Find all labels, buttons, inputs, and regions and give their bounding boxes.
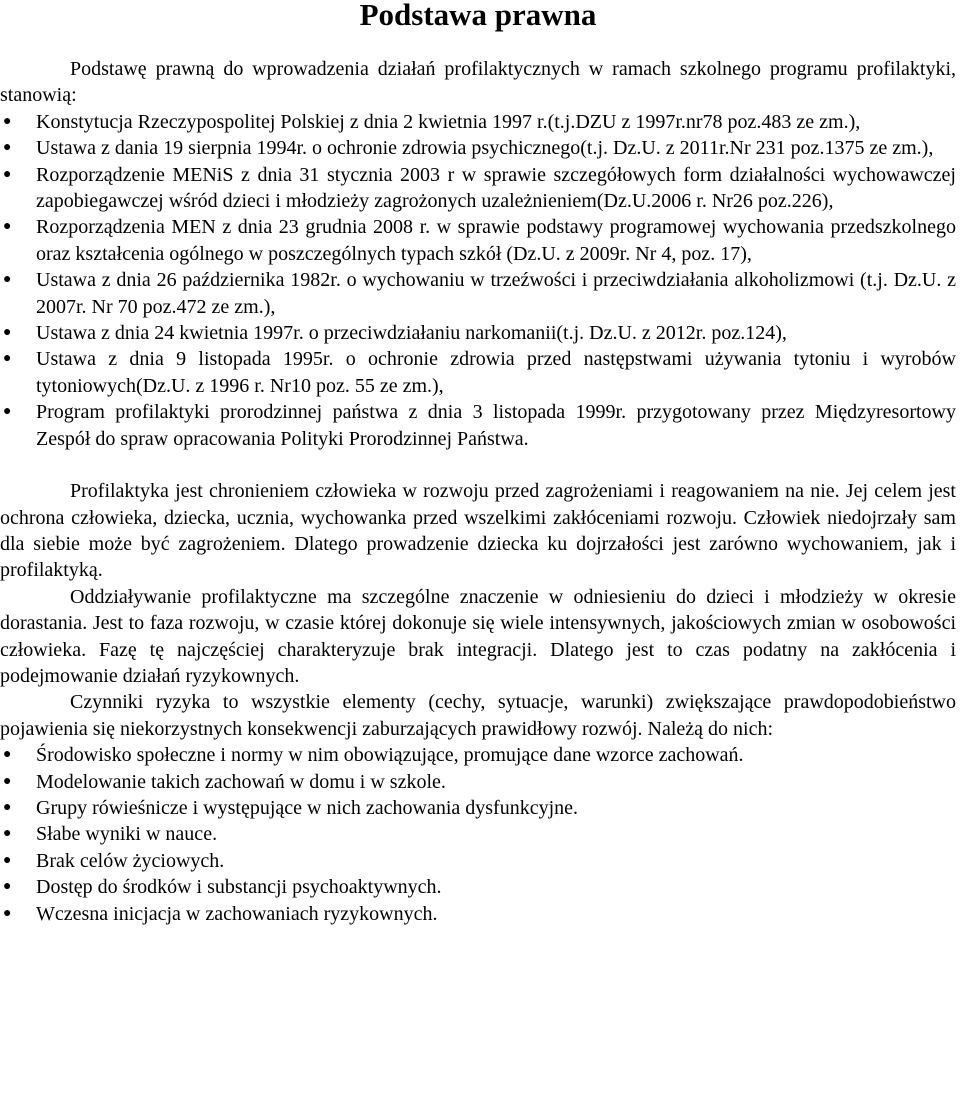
list-item [0, 109, 956, 135]
list-item-text: Wczesna inicjacja w zachowaniach ryzykownych. [36, 902, 438, 925]
list-item-text: Słabe wyniki w nauce. [36, 823, 218, 846]
bullet-dot-icon: ● [3, 219, 12, 235]
page-title: Podstawa prawna [359, 0, 597, 32]
list-item [0, 162, 956, 215]
risk-factors-list [0, 742, 956, 927]
list-item [0, 821, 956, 847]
bullet-dot-icon: ● [3, 404, 12, 420]
list-item-text: Ustawa z dnia 24 kwietnia 1997r. o przeciwdziałaniu narkomanii(t.j. Dz.U. z 2012r. poz.124), [36, 322, 787, 345]
list-item [0, 874, 956, 900]
bullet-dot-icon: ● [3, 140, 12, 156]
list-item [0, 795, 956, 821]
list-item [0, 214, 956, 267]
list-item-text: Modelowanie takich zachowań w domu i w szkole. [36, 770, 446, 793]
bullet-dot-icon: ● [3, 325, 12, 341]
list-item-text: Brak celów życiowych. [36, 849, 225, 872]
bullet-dot-icon: ● [3, 113, 12, 129]
bullet-dot-icon: ● [3, 799, 12, 815]
bullet-dot-icon: ● [3, 879, 12, 895]
list-item [0, 267, 956, 320]
list-item-text: Konstytucja Rzeczypospolitej Polskiej z dnia 2 kwietnia 1997 r.(t.j.DZU z 1997r.nr78 poz.483 ze zm.), [36, 110, 861, 133]
bullet-dot-icon: ● [3, 773, 12, 789]
list-item [0, 320, 956, 346]
list-item [0, 135, 956, 161]
list-item-text: Program profilaktyki prorodzinnej państwa z dnia 3 listopada 1999r. przygotowany przez Międzyresortowy Zespół do spraw opracowania Polityki Prorodzinnej Państwa. [36, 401, 956, 450]
bullet-dot-icon: ● [3, 272, 12, 288]
list-item-text: Ustawa z dnia 26 października 1982r. o wychowaniu w trzeźwości i przeciwdziałania alkoholizmowi (t.j. Dz.U. z 2007r. Nr 70 poz.472 ze zm.), [36, 269, 956, 318]
section-spacer [0, 452, 956, 478]
list-item-text: Rozporządzenie MENiS z dnia 31 stycznia 2003 r w sprawie szczegółowych form działalności wychowawczej zapobiegawczej wśród dzieci i młodzieży zagrożonych uzależnieniem(Dz.U.2006 r. Nr26 poz.226), [36, 163, 956, 213]
list-item-text: Ustawa z dania 19 sierpnia 1994r. o ochronie zdrowia psychicznego(t.j. Dz.U. z 2011r.Nr 231 poz.1375 ze zm.), [36, 137, 934, 160]
list-item [0, 399, 956, 452]
list-item-text: Grupy rówieśnicze i występujące w nich zachowania dysfunkcyjne. [36, 796, 579, 819]
bullet-dot-icon: ● [3, 852, 12, 868]
intro-paragraph: Podstawę prawną do wprowadzenia działań profilaktycznych w ramach szkolnego programu profilaktyki, stanowią: [0, 58, 956, 107]
legal-basis-list [0, 109, 956, 452]
list-item [0, 742, 956, 768]
bullet-dot-icon: ● [3, 166, 12, 182]
list-item [0, 901, 956, 927]
list-item-text: Ustawa z dnia 9 listopada 1995r. o ochronie zdrowia przed następstwami używania tytoniu i wyrobów tytoniowych(Dz.U. z 1996 r. Nr10 poz. 55 ze zm.), [36, 348, 956, 397]
bullet-dot-icon: ● [3, 747, 12, 763]
body-paragraph: Czynniki ryzyka to wszystkie elementy (cechy, sytuacje, warunki) zwiększające prawdopodobieństwo pojawienia się niekorzystnych konsekwencji zaburzających prawidłowy rozwój. Należą do nich: [0, 691, 956, 740]
bullet-dot-icon: ● [3, 826, 12, 842]
list-item-text: Środowisko społeczne i normy w nim obowiązujące, promujące dane wzorce zachowań. [36, 744, 744, 767]
body-paragraph: Profilaktyka jest chronieniem człowieka w rozwoju przed zagrożeniami i reagowaniem na nie. Jej celem jest ochrona człowieka, dziecka, ucznia, wychowanka przed wszelkimi zakłóceniami rozwoju. Człowiek niedojrzały sam dla siebie może być zagrożeniem. Dlatego prowadzenie dziecka ku dojrzałości jest zarówno wychowaniem, jak i profilaktyką. [0, 480, 956, 582]
list-item-text: Dostęp do środków i substancji psychoaktywnych. [36, 876, 442, 899]
body-paragraph: Oddziaływanie profilaktyczne ma szczególne znaczenie w odniesieniu do dzieci i młodzieży w okresie dorastania. Jest to faza rozwoju, w czasie której dokonuje się wiele intensywnych, jakościowych zmian w osobowości człowieka. Fazę tę najczęściej charakteryzuje brak integracji. Dlatego jest to czas podatny na zakłócenia i podejmowanie działań ryzykownych. [0, 585, 956, 687]
bullet-dot-icon: ● [3, 351, 12, 367]
list-item [0, 848, 956, 874]
list-item-text: Rozporządzenia MEN z dnia 23 grudnia 2008 r. w sprawie podstawy programowej wychowania przedszkolnego oraz kształcenia ogólnego w poszczególnych typach szkół (Dz.U. z 2009r. Nr 4, poz. 17), [36, 216, 956, 265]
bullet-dot-icon: ● [3, 905, 12, 921]
list-item [0, 346, 956, 399]
list-item [0, 769, 956, 795]
